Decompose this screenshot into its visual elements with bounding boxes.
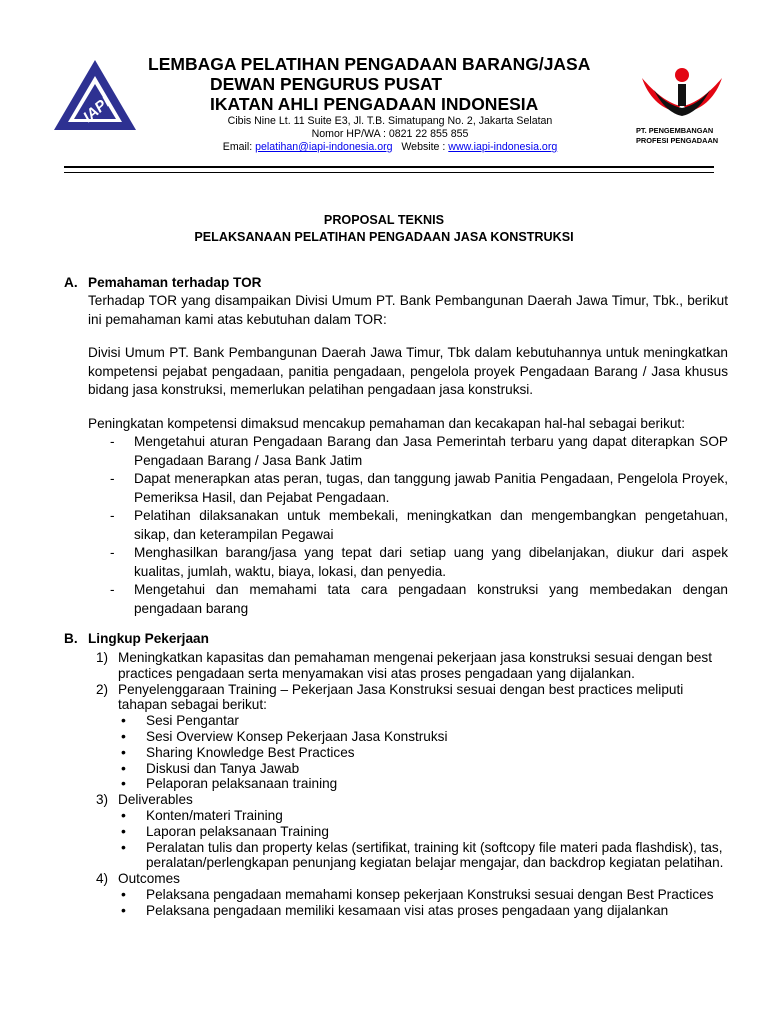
address-line: Cibis Nine Lt. 11 Suite E3, Jl. T.B. Simatupang No. 2, Jakarta Selatan <box>227 115 553 127</box>
list-item: - Pelatihan dilaksanakan untuk membekali, meningkatkan dan mengembangkan pengetahuan, sikap, dan keterampilan Pegawai <box>110 507 728 544</box>
bullet-item: • Laporan pelaksanaan Training <box>118 824 728 840</box>
scope-item <box>96 682 728 793</box>
website-link[interactable]: www.iapi-indonesia.org <box>448 141 558 153</box>
p3-caption-line2: PROFESI PENGADAAN <box>636 135 719 145</box>
list-item: - Menghasilkan barang/jasa yang tepat dari setiap uang yang dibelanjakan, diukur dari aspek kualitas, jumlah, waktu, biaya, lokasi, dan penyedia. <box>110 544 728 581</box>
item-number: 4) <box>96 871 109 887</box>
section-a-para3: Peningkatan kompetensi dimaksud mencakup pemahaman dan kecakapan hal-hal sebagai berikut: <box>88 416 685 431</box>
header-rule-thin <box>64 172 714 173</box>
bullet-list <box>118 808 728 871</box>
scope-item <box>96 792 728 871</box>
document-title <box>0 212 768 246</box>
item-number: 3) <box>96 792 109 808</box>
bullet-item: • Diskusi dan Tanya Jawab <box>118 761 728 777</box>
section-a-para1: Terhadap TOR yang disampaikan Divisi Umum PT. Bank Pembangunan Daerah Jawa Timur, Tbk., berikut ini pemahaman kami atas kebutuhan dalam TOR: <box>88 293 728 327</box>
list-item: - Mengetahui aturan Pengadaan Barang dan Jasa Pemerintah terbaru yang dapat diterapkan SOP Pengadaan Barang / Jasa Bank Jatim <box>110 433 728 470</box>
item-number: 1) <box>96 650 109 665</box>
website-label: Website : <box>401 141 446 153</box>
bullet-item: • Sesi Overview Konsep Pekerjaan Jasa Konstruksi <box>118 729 728 745</box>
scope-item <box>96 650 728 682</box>
item-text: Deliverables <box>118 792 193 808</box>
title-line1: PROPOSAL TEKNIS <box>323 213 445 227</box>
bullet-list <box>118 713 728 792</box>
section-b-heading <box>64 631 209 646</box>
p3-caption <box>636 126 736 145</box>
letterhead <box>150 54 630 154</box>
bullet-list <box>118 887 728 919</box>
bullet-item: • Pelaporan pelaksanaan training <box>118 776 728 792</box>
scope-item <box>96 871 728 918</box>
bullet-item: • Sharing Knowledge Best Practices <box>118 745 728 761</box>
org-name-line3: IKATAN AHLI PENGADAAN INDONESIA <box>210 94 539 114</box>
title-line2: PELAKSANAAN PELATIHAN PENGADAAN JASA KONSTRUKSI <box>194 230 574 244</box>
item-number: 2) <box>96 681 109 697</box>
p3-logo <box>636 66 728 122</box>
phone-line: Nomor HP/WA : 0821 22 855 855 <box>311 128 469 140</box>
contact-line <box>170 141 610 154</box>
header-rule-thick <box>64 166 714 168</box>
p3-caption-line1: PT. PENGEMBANGAN <box>636 126 714 135</box>
email-label: Email: <box>222 141 253 153</box>
iapi-logo <box>52 58 138 132</box>
section-b-letter: B. <box>64 631 78 646</box>
bullet-item: • Sesi Pengantar <box>118 713 728 729</box>
section-a-para2: Divisi Umum PT. Bank Pembangunan Daerah Jawa Timur, Tbk dalam kebutuhannya untuk meningkatkan kompetensi pejabat pengadaan, panitia pengadaan, pengelola proyek Pengadaan Barang / Jasa khusus bidang jasa konstruksi, memerlukan pelatihan pengadaan jasa konstruksi. <box>88 345 728 397</box>
item-text: Outcomes <box>118 871 180 887</box>
bullet-item: • Konten/materi Training <box>118 808 728 824</box>
section-b-title: Lingkup Pekerjaan <box>88 631 209 646</box>
org-name-line1: LEMBAGA PELATIHAN PENGADAAN BARANG/JASA <box>148 54 591 74</box>
item-text: Meningkatkan kapasitas dan pemahaman mengenai pekerjaan jasa konstruksi sesuai dengan best practices pengadaan serta menyamakan visi atas proses pengadaan yang dijalankan. <box>118 650 712 681</box>
section-a-title: Pemahaman terhadap TOR <box>88 275 262 290</box>
bullet-item: • Pelaksana pengadaan memahami konsep pekerjaan Konstruksi sesuai dengan Best Practices <box>118 887 728 903</box>
item-text: Penyelenggaraan Training – Pekerjaan Jasa Konstruksi sesuai dengan best practices meliputi tahapan sebagai berikut: <box>118 681 684 713</box>
scope-list <box>96 650 728 919</box>
competency-list <box>110 433 728 618</box>
bullet-item: • Pelaksana pengadaan memiliki kesamaan visi atas proses pengadaan yang dijalankan <box>118 903 728 919</box>
list-item: - Dapat menerapkan atas peran, tugas, dan tanggung jawab Panitia Pengadaan, Pengelola Proyek, Pemeriksa Hasil, dan Pejabat Pengadaan. <box>110 470 728 507</box>
iapi-logo-text: IAPI <box>79 94 114 126</box>
section-a-letter: A. <box>64 275 78 290</box>
email-link[interactable]: pelatihan@iapi-indonesia.org <box>255 141 393 153</box>
bullet-item: • Peralatan tulis dan property kelas (sertifikat, training kit (softcopy file materi pada flashdisk), tas, peralatan/perlengkapan penunjang kegiatan belajar mengajar, dan backdrop kegiatan pelatihan. <box>118 840 728 872</box>
list-item: - Mengetahui dan memahami tata cara pengadaan konstruksi yang membedakan dengan pengadaan barang <box>110 581 728 618</box>
org-name-line2: DEWAN PENGURUS PUSAT <box>210 74 443 94</box>
section-a-heading <box>64 275 262 290</box>
